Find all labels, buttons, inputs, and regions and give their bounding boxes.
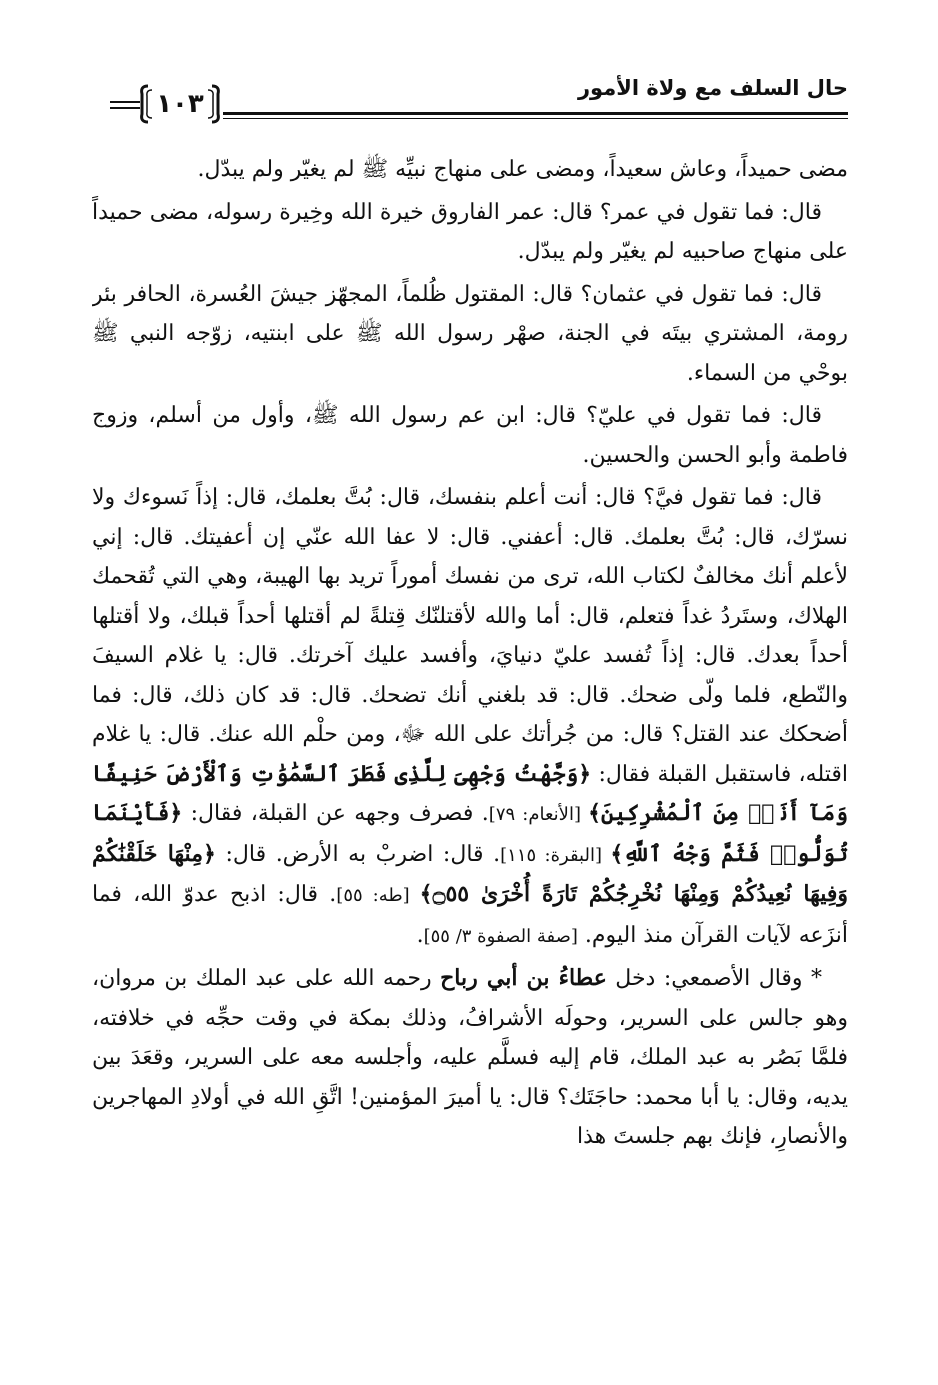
- paragraph: قال: فما تقول في عثمان؟ قال: المقتول ظُلماً، المجهّز جيشَ العُسرة، الحافر بئر رومة، المشتري بيتَه في الجنة، صهْر رسول الله ﷺ على ابنتيه، زوّجه النبي ﷺ بوحْي من السماء.: [92, 281, 848, 386]
- page-header: [110, 70, 848, 130]
- running-title: حال السلف مع ولاة الأمور: [577, 76, 848, 100]
- header-rule-thin: [223, 118, 848, 119]
- paragraph: قال: فما تقول في عليّ؟ قال: ابن عم رسول الله ﷺ، وأول من أسلم، وزوج فاطمة وأبو الحسن والحسين.: [92, 403, 848, 468]
- quran-verse: ﴿فَأَيْنَمَا تُوَلُّوا۟ فَثَمَّ وَجْهُ ٱللَّهِ﴾: [92, 800, 848, 867]
- quran-verse: ﴿وَجَّهْتُ وَجْهِىَ لِلَّذِى فَطَرَ ٱلسَّمَٰوَٰتِ وَٱلْأَرْضَ حَنِيفًا وَمَآ أَنَا۠ مِنَ ٱلْمُشْرِكِينَ﴾: [92, 760, 848, 826]
- page-number-ornament: [110, 82, 223, 128]
- dialogue-text: . قال: اضربْ به الأرض. قال:: [215, 841, 501, 867]
- page-number: ١٠٣: [156, 89, 204, 119]
- quran-verse: ﴿مِنْهَا خَلَقْنَٰكُمْ وَفِيهَا نُعِيدُكُمْ وَمِنْهَا نُخْرِجُكُمْ تَارَةً أُخْرَىٰ ۝٥٥﴾: [92, 840, 848, 907]
- source-reference: [صفة الصفوة ٣/ ٥٥]: [423, 925, 578, 947]
- paragraph-dialogue: [92, 478, 848, 956]
- verse-reference: [طه: ٥٥]: [336, 885, 420, 906]
- dialogue-text: . قال: اذبح عدوّ الله، فما أنزَعه لآيات القرآن منذ اليوم.: [92, 882, 848, 948]
- dialogue-text: . فصرف وجهه عن القبلة، فقال:: [182, 801, 489, 826]
- verse-reference: [الأنعام: ٧٩]: [488, 804, 589, 825]
- paragraph: قال: فما تقول في عمر؟ قال: عمر الفاروق خيرة الله وخِيرة رسوله، مضى حميداً على منهاج صاحبيه لم يغيّر ولم يبدّل.: [92, 199, 848, 264]
- dialogue-text: قال: فما تقول فيَّ؟ قال: أنت أعلم بنفسك، قال: بُتَّ بعلمك، قال: إذاً نَسوءك ولا نسرّك، قال: بُتَّ بعلمك. قال: أعفني. قال: لا عفا الله عنّي إن أعفيتك. قال: إني لأعلم أنك مخالفٌ لكتاب الله، ترى من نفسك أموراً تريد بها الهيبة، وهي التي تُقحمك الهلاك، وستَردُ غداً فتعلم، قال: أما والله لأقتلنّك قِتلةً لم أقتلها أحداً قبلك، ولا أقتلها أحداً بعدك. قال: إذاً تُفسد عليّ دنيايَ، وأفسد عليك آخرتك. قال: يا غلام السيفَ والنّطع، فلما ولّى ضحك. قال: قد بلغني أنك تضحك. قال: قد كان ذلك، قال: فما أضحكك عند القتل؟ قال: من جُرأتك على الله ﷻ، ومن حلْم الله عنك. قال: يا غلام اقتله، فاستقبل القبلة فقال:: [92, 485, 848, 787]
- dialogue-text: .: [416, 922, 424, 948]
- verse-reference: [البقرة: ١١٥]: [500, 844, 611, 866]
- header-rule-thick: [223, 112, 848, 115]
- narration-lead: * وقال الأصمعي: دخل: [606, 966, 823, 991]
- person-name: عطاءُ بن أبي رباح: [440, 965, 607, 991]
- ornament-lines: [110, 101, 140, 113]
- narration-text: رحمه الله على عبد الملك بن مروان، وهو جالس على السرير، وحولَه الأشرافُ، وذلك بمكة في وقت حجِّه في خلافته، فلمَّا بَصُر به عبد الملك، قام إليه فسلَّم عليه، وأجلسه معه على السرير، وقعَدَ بين يديه، وقال: يا أبا محمد: حاجَتَك؟ قال: يا أميرَ المؤمنين! اتَّقِ الله في أولادِ المهاجرين والأنصارِ، فإنك بهم جلستَ هذا: [92, 966, 848, 1149]
- paragraph: مضى حميداً، وعاش سعيداً، ومضى على منهاج نبيِّه ﷺ لم يغيّر ولم يبدّل.: [197, 157, 848, 182]
- paragraph-narration: [92, 959, 848, 1157]
- page-body: [92, 150, 848, 1350]
